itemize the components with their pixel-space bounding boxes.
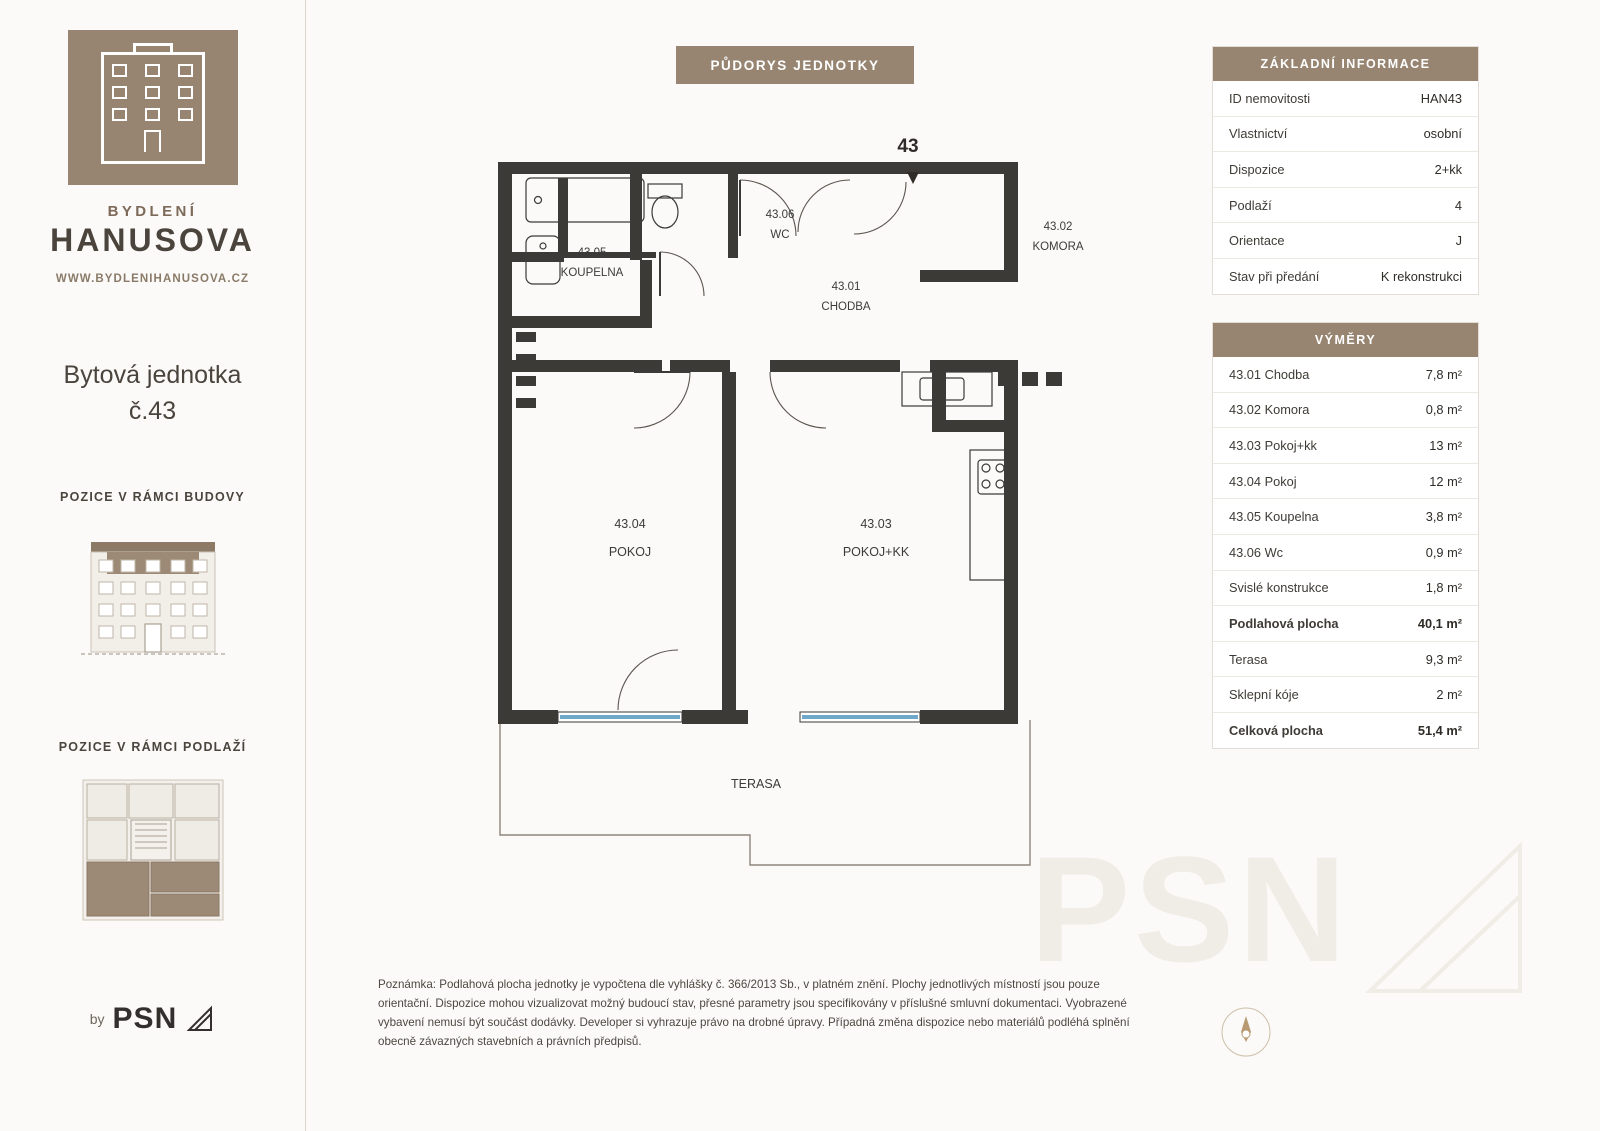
area-label: 43.03 Pokoj+kk <box>1229 437 1317 453</box>
area-label: Podlahová plocha <box>1229 615 1339 631</box>
basic-info-title: ZÁKLADNÍ INFORMACE <box>1213 47 1478 81</box>
floor-plan <box>330 120 1190 880</box>
area-row <box>1213 428 1478 464</box>
brand-line-2: HANUSOVA <box>50 222 255 258</box>
info-label: Stav při předání <box>1229 268 1320 284</box>
area-row <box>1213 499 1478 535</box>
area-row <box>1213 535 1478 571</box>
area-label: Svislé konstrukce <box>1229 580 1329 596</box>
info-value: HAN43 <box>1420 90 1462 106</box>
info-value: osobní <box>1423 126 1462 142</box>
section-title-building: POZICE V RÁMCI BUDOVY <box>60 489 245 504</box>
brand-website[interactable]: WWW.BYDLENIHANUSOVA.CZ <box>55 273 250 285</box>
area-value: 51,4 m² <box>1417 722 1462 738</box>
sidebar <box>0 0 306 1131</box>
room-code-4301: 43.01 <box>831 281 861 293</box>
area-row <box>1213 357 1478 393</box>
room-name-4301: CHODBA <box>821 301 871 313</box>
psn-by-label: by <box>89 1011 105 1027</box>
info-label: Podlaží <box>1229 197 1272 213</box>
floor-plan-drawing <box>330 120 1190 880</box>
info-row <box>1213 81 1478 117</box>
room-name-4304: POKOJ <box>608 545 652 559</box>
area-label: 43.01 Chodba <box>1229 366 1310 382</box>
info-row <box>1213 117 1478 153</box>
area-value: 1,8 m² <box>1425 580 1462 596</box>
room-code-4302: 43.02 <box>1043 221 1073 233</box>
info-value: J <box>1455 233 1462 249</box>
logo-mark <box>68 30 238 185</box>
info-label: ID nemovitosti <box>1229 90 1311 106</box>
area-row <box>1213 393 1478 429</box>
room-name-4302: KOMORA <box>1032 241 1084 253</box>
info-label: Dispozice <box>1229 161 1285 177</box>
area-value: 13 m² <box>1429 437 1462 453</box>
info-label: Orientace <box>1229 233 1285 249</box>
area-row <box>1213 642 1478 678</box>
info-value: 2+kk <box>1434 161 1462 177</box>
psn-logo <box>0 1002 305 1036</box>
room-code-4306: 43.06 <box>765 209 795 221</box>
info-row <box>1213 152 1478 188</box>
info-row <box>1213 223 1478 259</box>
room-name-4305: KOUPELNA <box>560 267 624 279</box>
info-value: K rekonstrukci <box>1380 268 1462 284</box>
watermark <box>1020 791 1540 1021</box>
area-row <box>1213 571 1478 607</box>
page-title <box>64 357 242 430</box>
area-value: 9,3 m² <box>1425 651 1462 667</box>
area-value: 40,1 m² <box>1417 615 1462 631</box>
unit-title-line-2: č.43 <box>128 397 177 426</box>
area-row <box>1213 677 1478 713</box>
info-label: Vlastnictví <box>1229 126 1288 142</box>
info-row <box>1213 188 1478 224</box>
psn-wordmark: PSN <box>112 1002 178 1035</box>
building-position-thumbnail <box>73 520 233 680</box>
area-row-total-floor <box>1213 606 1478 642</box>
building-icon <box>101 52 205 164</box>
area-row-total <box>1213 713 1478 748</box>
room-code-4304: 43.04 <box>614 517 646 531</box>
areas-title: VÝMĚRY <box>1213 323 1478 357</box>
brand-line-1: BYDLENÍ <box>107 203 198 220</box>
room-name-4303: POKOJ+KK <box>842 545 910 559</box>
section-title-floor: POZICE V RÁMCI PODLAŽÍ <box>58 739 247 754</box>
area-value: 2 m² <box>1436 687 1462 703</box>
room-name-4306: WC <box>770 229 790 241</box>
svg-text:PSN: PSN <box>1030 825 1351 993</box>
psn-mark-icon <box>185 1004 215 1034</box>
unit-number-label: 43 <box>897 136 919 157</box>
terrace-label: TERASA <box>730 777 782 791</box>
area-label: 43.04 Pokoj <box>1229 473 1297 489</box>
room-code-4303: 43.03 <box>860 517 892 531</box>
brand-block <box>50 203 255 285</box>
area-value: 7,8 m² <box>1425 366 1462 382</box>
area-value: 0,8 m² <box>1425 402 1462 418</box>
watermark-psn-icon <box>1020 791 1540 1021</box>
area-value: 0,9 m² <box>1425 544 1462 560</box>
area-value: 3,8 m² <box>1425 509 1462 525</box>
areas-panel <box>1212 322 1479 749</box>
area-value: 12 m² <box>1429 473 1462 489</box>
disclaimer-note: Poznámka: Podlahová plocha jednotky je vypočtena dle vyhlášky č. 366/2013 Sb., v platném znění. Plochy jednotlivých místností jsou pouze orientační. Dispozice mohou vizualizovat možný budoucí stav, přesné parametry jsou specifikovány v příslušné smluvní dokumentaci. Vyobrazené vybavení nemusí být součást dodávky. Developer si vyhrazuje právo na drobné úpravy. Případná změna dispozice nebo materiálů podléhá splnění obecně závazných stavebních a právních předpisů. <box>378 978 1130 1049</box>
area-label: Terasa <box>1229 651 1268 667</box>
area-label: Celková plocha <box>1229 722 1323 738</box>
area-label: 43.06 Wc <box>1229 544 1284 560</box>
info-value: 4 <box>1454 197 1462 213</box>
area-row <box>1213 464 1478 500</box>
area-label: Sklepní kóje <box>1229 687 1299 703</box>
area-label: 43.05 Koupelna <box>1229 509 1319 525</box>
info-row <box>1213 259 1478 294</box>
compass-icon <box>1216 1002 1276 1062</box>
unit-title-line-1: Bytová jednotka <box>63 361 242 389</box>
area-label: 43.02 Komora <box>1229 402 1310 418</box>
floor-position-thumbnail <box>73 770 233 930</box>
room-code-4305: 43.05 <box>577 247 607 259</box>
plan-title-badge: PŮDORYS JEDNOTKY <box>676 46 914 84</box>
basic-info-panel <box>1212 46 1479 295</box>
